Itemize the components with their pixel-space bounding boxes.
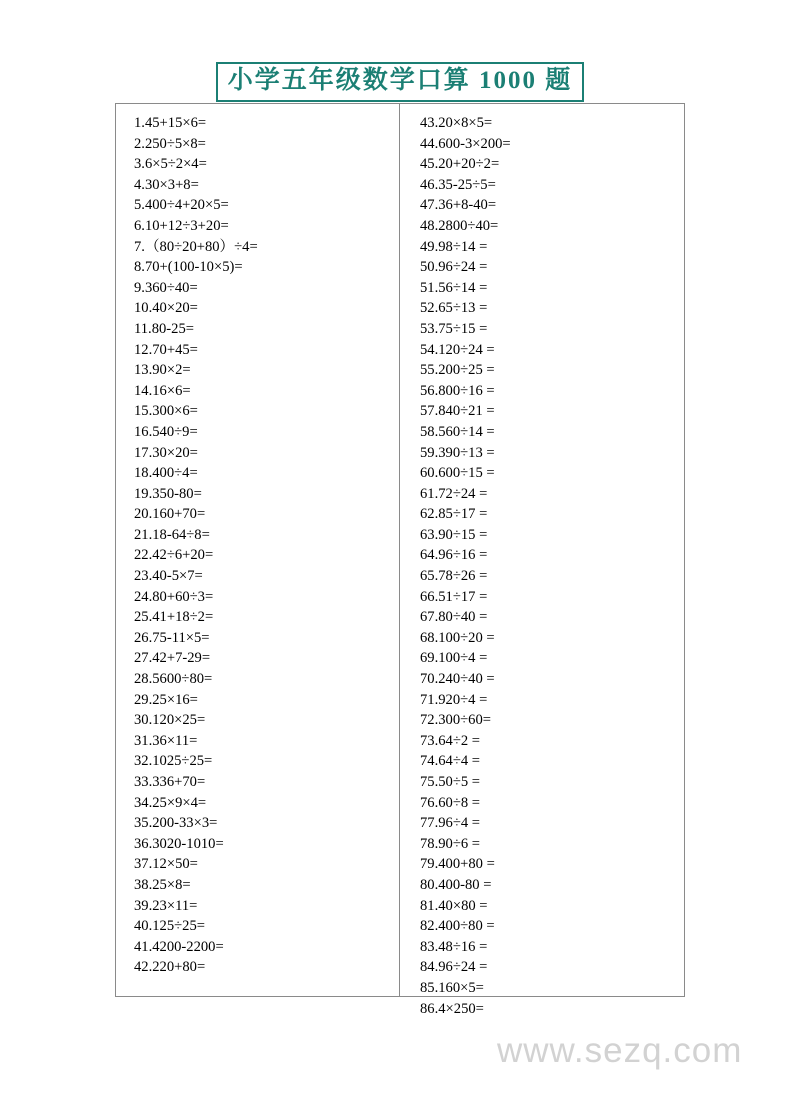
problem-item: 34.25×9×4= (134, 794, 207, 811)
problem-item: 33.336+70= (134, 774, 206, 790)
problem-item: 84.96÷24 = (420, 959, 488, 976)
problem-item: 50.96÷24 = (420, 259, 488, 276)
problem-item: 44.600-3×200= (420, 135, 511, 152)
problem-item: 53.75÷15 = (420, 320, 488, 337)
problem-item: 48.2800÷40= (420, 217, 499, 234)
problems-column-right (400, 104, 684, 1017)
problem-item: 37.12×50= (134, 856, 198, 873)
problem-item: 31.36×11= (134, 732, 198, 749)
problem-item: 78.90÷6 = (420, 835, 481, 852)
problem-item: 71.920÷4 = (420, 691, 488, 708)
problem-item: 61.72÷24 = (420, 485, 488, 502)
problem-item: 62.85÷17 = (420, 506, 488, 523)
problem-item: 65.78÷26 = (420, 568, 488, 585)
problem-item: 59.390÷13 = (420, 444, 495, 461)
problem-item: 55.200÷25 = (420, 362, 495, 379)
problem-item: 58.560÷14 = (420, 423, 495, 440)
problem-item: 36.3020-1010= (134, 835, 224, 852)
page-title-container (0, 62, 800, 102)
problem-item: 9.360÷40= (134, 279, 198, 296)
problem-item: 17.30×20= (134, 444, 198, 461)
problem-item: 28.5600÷80= (134, 671, 213, 688)
problem-item: 40.125÷25= (134, 918, 205, 935)
problems-column-left (116, 104, 400, 996)
problem-item: 39.23×11= (134, 897, 198, 914)
problem-item: 83.48÷16 = (420, 938, 488, 955)
problem-item: 85.160×5= (420, 979, 484, 996)
problem-item: 5.400÷4+20×5= (134, 197, 229, 214)
problem-item: 22.42÷6+20= (134, 547, 214, 564)
problem-item: 21.18-64÷8= (134, 526, 210, 543)
problem-item: 76.60÷8 = (420, 794, 481, 811)
problem-item: 29.25×16= (134, 691, 198, 708)
problem-item: 68.100÷20 = (420, 629, 495, 646)
problem-item: 24.80+60÷3= (134, 588, 214, 605)
problem-item: 30.120×25= (134, 712, 206, 729)
problem-item: 26.75-11×5= (134, 629, 210, 646)
problem-item: 20.160+70= (134, 506, 206, 523)
problem-item: 46.35-25÷5= (420, 176, 496, 193)
problem-item: 77.96÷4 = (420, 815, 481, 832)
problem-item: 57.840÷21 = (420, 403, 495, 420)
problem-item: 3.6×5÷2×4= (134, 156, 207, 173)
problem-item: 12.70+45= (134, 341, 198, 358)
page-title: 小学五年级数学口算 1000 题 (216, 62, 585, 102)
problem-item: 11.80-25= (134, 320, 194, 337)
problem-item: 18.400÷4= (134, 465, 198, 482)
problem-item: 52.65÷13 = (420, 300, 488, 317)
problem-item: 74.64÷4 = (420, 753, 481, 770)
problem-item: 1.45+15×6= (134, 115, 207, 131)
problem-item: 64.96÷16 = (420, 547, 488, 564)
problem-item: 56.800÷16 = (420, 382, 495, 399)
problem-item: 67.80÷40 = (420, 609, 488, 626)
problem-item: 13.90×2= (134, 362, 191, 379)
problem-item: 54.120÷24 = (420, 341, 495, 358)
problem-item: 2.250÷5×8= (134, 135, 206, 152)
problem-item: 73.64÷2 = (420, 732, 481, 749)
problem-item: 41.4200-2200= (134, 938, 224, 955)
problem-item: 72.300÷60= (420, 712, 491, 729)
problem-item: 27.42+7-29= (134, 650, 211, 667)
problem-item: 51.56÷14 = (420, 279, 488, 296)
problem-item: 47.36+8-40= (420, 197, 497, 214)
watermark: www.sezq.com (497, 1031, 743, 1070)
problem-item: 49.98÷14 = (420, 238, 488, 255)
problem-item: 7.（80÷20+80）÷4= (134, 238, 258, 255)
problem-item: 6.10+12÷3+20= (134, 217, 229, 234)
problem-item: 32.1025÷25= (134, 753, 213, 770)
problem-item: 10.40×20= (134, 300, 198, 317)
problem-item: 75.50÷5 = (420, 774, 481, 790)
problem-item: 16.540÷9= (134, 423, 198, 440)
problem-item: 70.240÷40 = (420, 671, 495, 688)
problem-item: 63.90÷15 = (420, 526, 488, 543)
problem-item: 45.20+20÷2= (420, 156, 500, 173)
problem-item: 38.25×8= (134, 876, 191, 893)
problem-item: 86.4×250= (420, 1000, 484, 1017)
problem-item: 43.20×8×5= (420, 115, 493, 131)
problem-item: 66.51÷17 = (420, 588, 488, 605)
problem-item: 23.40-5×7= (134, 568, 203, 585)
problem-item: 79.400+80 = (420, 856, 495, 873)
problem-item: 4.30×3+8= (134, 176, 199, 193)
problems-table (115, 103, 685, 1017)
problem-item: 80.400-80 = (420, 876, 492, 893)
problem-item: 19.350-80= (134, 485, 202, 502)
problem-item: 14.16×6= (134, 382, 191, 399)
problem-item: 81.40×80 = (420, 897, 488, 914)
problem-item: 15.300×6= (134, 403, 198, 420)
problem-item: 69.100÷4 = (420, 650, 488, 667)
problem-item: 82.400÷80 = (420, 918, 495, 935)
problem-item: 8.70+(100-10×5)= (134, 259, 243, 276)
problem-item: 42.220+80= (134, 959, 206, 976)
problem-item: 35.200-33×3= (134, 815, 218, 832)
problem-item: 60.600÷15 = (420, 465, 495, 482)
problem-item: 25.41+18÷2= (134, 609, 214, 626)
